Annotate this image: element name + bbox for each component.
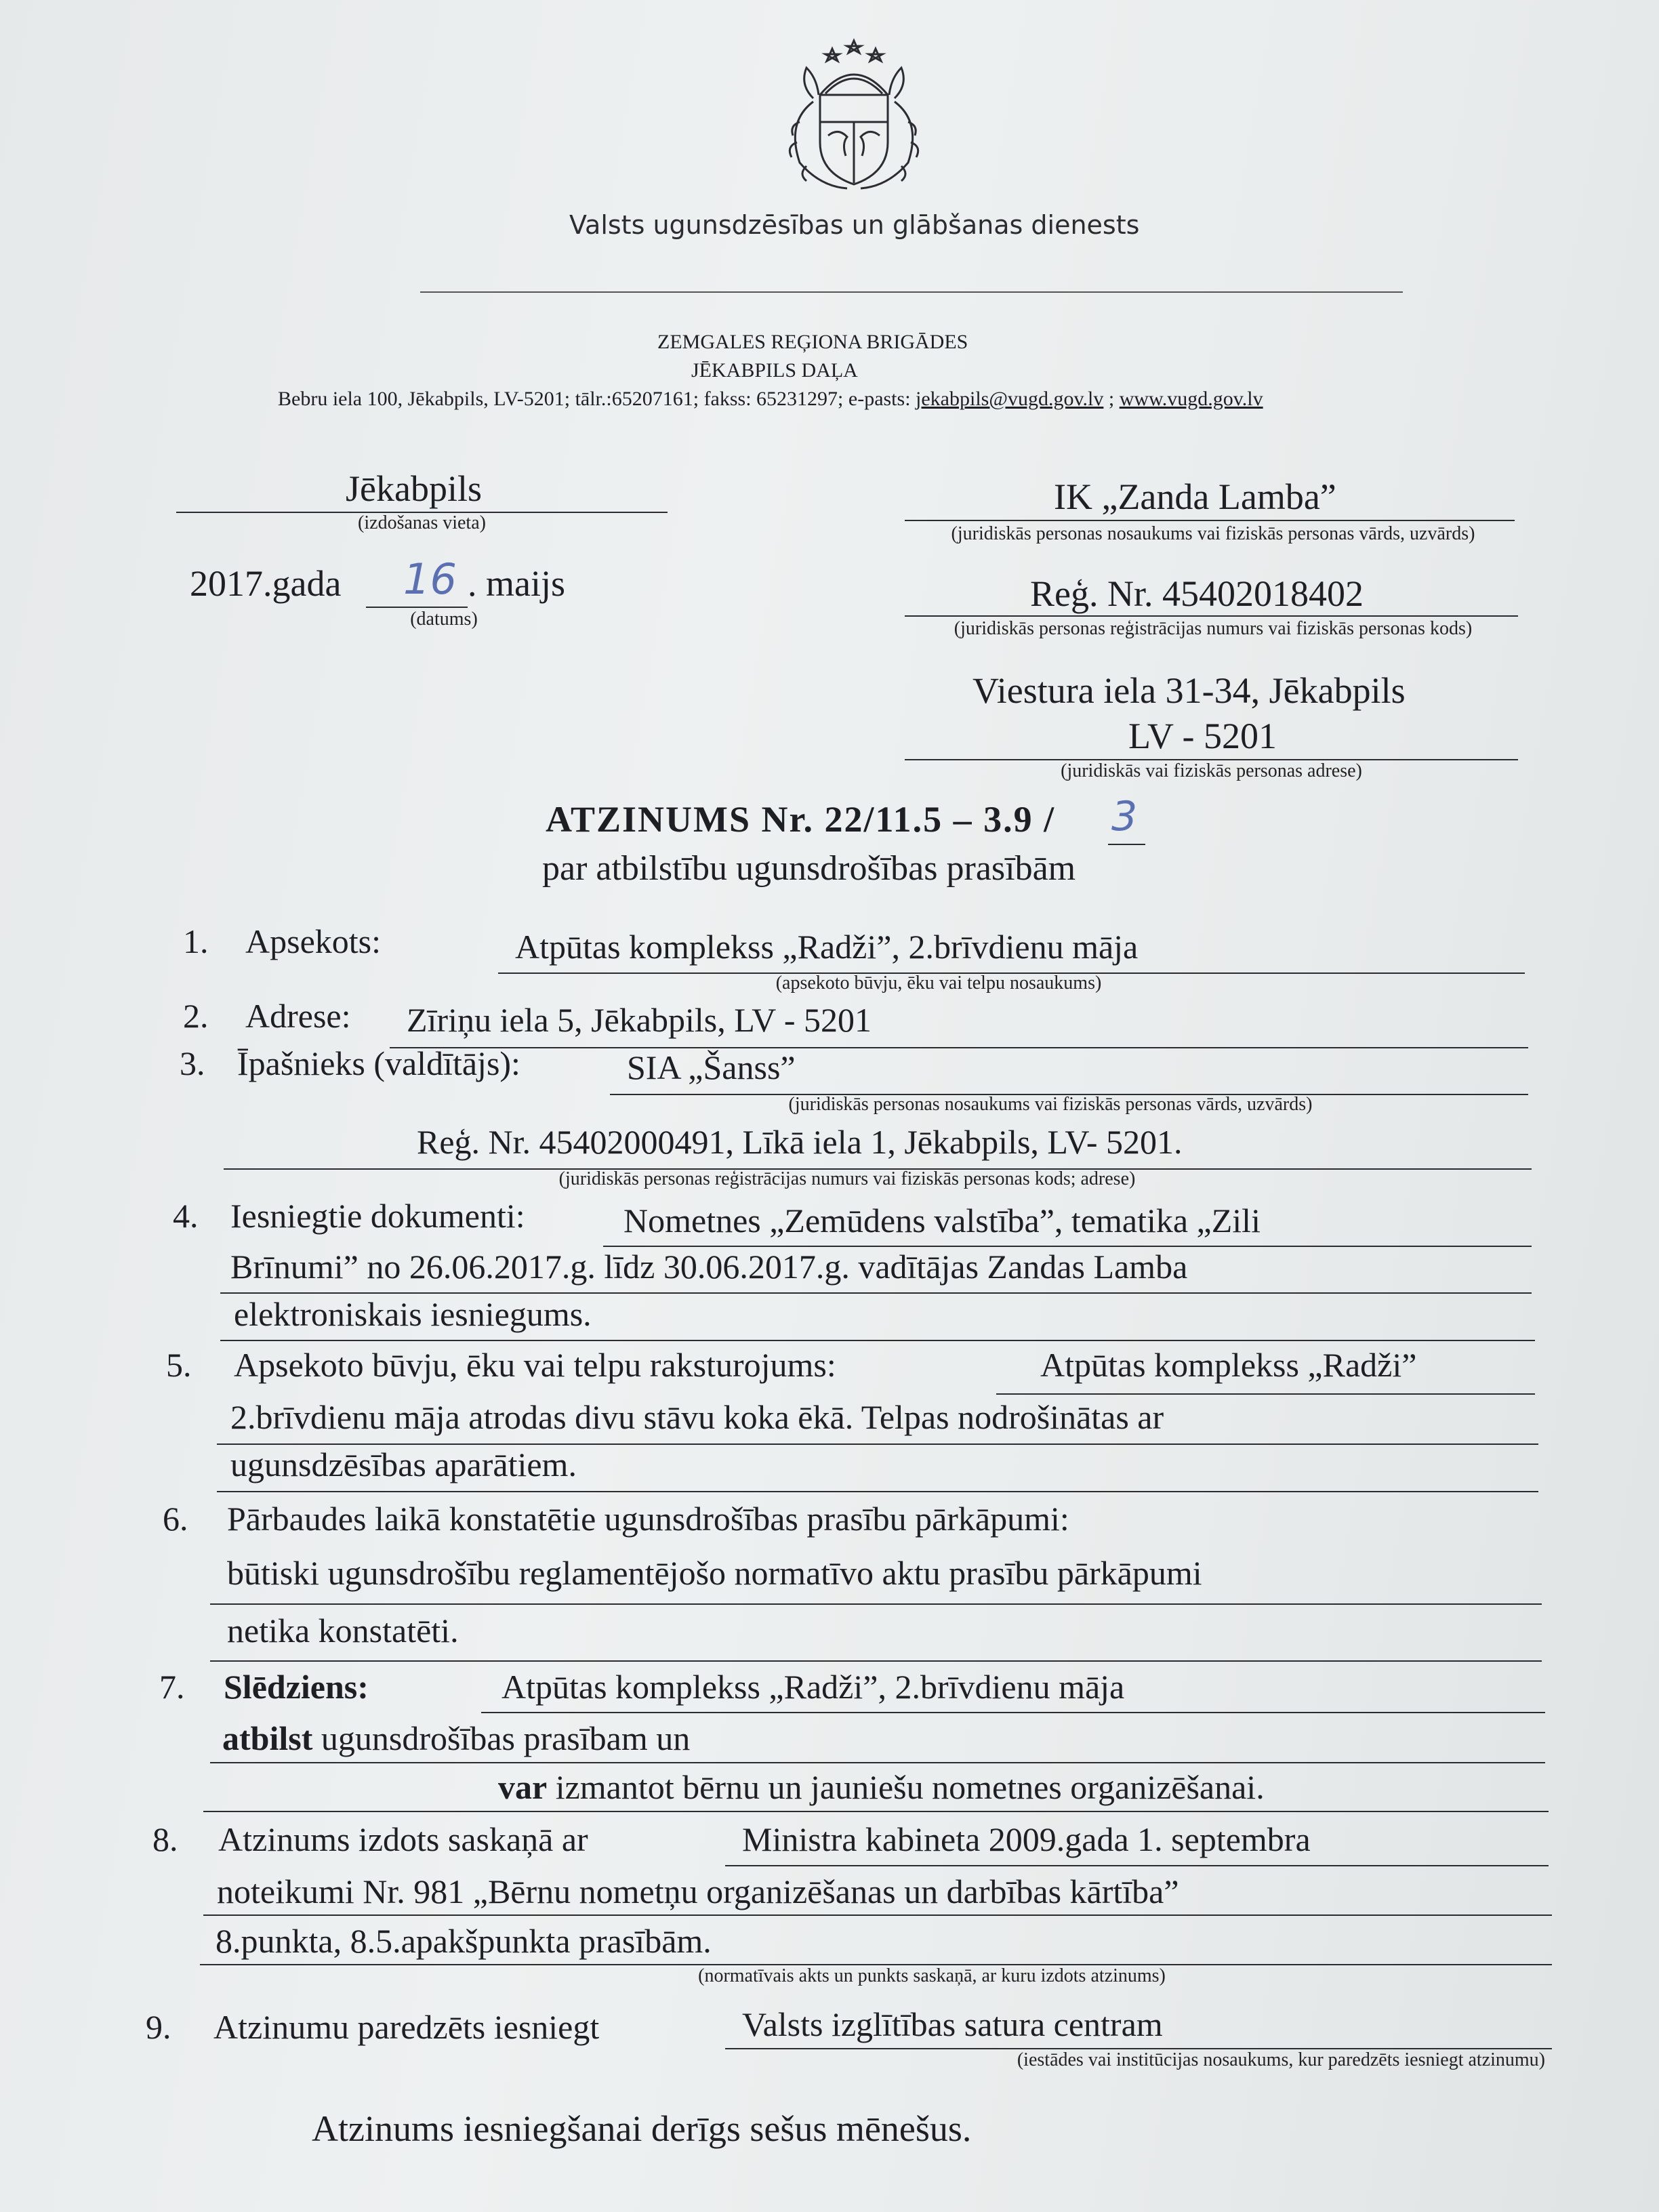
item-9-number: 9. [146, 2008, 171, 2046]
item-4-value-line1: Nometnes „Zemūdens valstība”, tematika „Zili [623, 1202, 1261, 1240]
item-3-number: 3. [180, 1044, 205, 1082]
item-7-value-line2 [222, 1719, 690, 1758]
recipient-reg: Reģ. Nr. 45402018402 [1030, 573, 1364, 614]
item-3-label: Īpašnieks (valdītājs): [237, 1044, 520, 1082]
contacts-text: Bebru iela 100, Jēkabpils, LV-5201; tālr.:65207161; fakss: 65231297; e-pasts: [278, 388, 916, 410]
item-3-registration-caption: (juridiskās personas reģistrācijas numurs vai fiziskās personas kods; adrese) [558, 1168, 1136, 1189]
document-title: ATZINUMS Nr. 22/11.5 – 3.9 / [546, 799, 1056, 840]
item-3-value: SIA „Šanss” [627, 1048, 796, 1086]
item-8-label: Atzinums izdots saskaņā ar [218, 1820, 588, 1858]
recipient-address-line2: LV - 5201 [1128, 716, 1277, 756]
recipient-reg-caption: (juridiskās personas reģistrācijas numurs vai fiziskās personas kods) [954, 618, 1473, 639]
item-6-label: Pārbaudes laikā konstatētie ugunsdrošības prasību pārkāpumi: [227, 1500, 1069, 1538]
item-1-label: Apsekots: [245, 922, 381, 960]
item-7-number: 7. [159, 1668, 185, 1706]
item-3-registration: Reģ. Nr. 45402000491, Līkā iela 1, Jēkabpils, LV- 5201. [417, 1123, 1183, 1161]
contacts-line [278, 388, 1263, 411]
item-9-value: Valsts izglītības satura centram [742, 2005, 1163, 2043]
validity-statement: Atzinums iesniegšanai derīgs sešus mēnešus. [312, 2108, 972, 2149]
recipient-name: IK „Zanda Lamba” [1054, 476, 1336, 517]
document-number-handwritten: 3 [1111, 793, 1138, 840]
item-1-value: Atpūtas komplekss „Radži”, 2.brīvdienu māja [515, 928, 1139, 966]
email-link[interactable]: jekabpils@vugd.gov.lv [916, 388, 1104, 410]
brigade-name: ZEMGALES REĢIONA BRIGĀDES [657, 331, 968, 353]
issue-place-caption: (izdošanas vieta) [358, 512, 486, 533]
item-8-line1 [725, 1865, 1549, 1866]
item-5-line1 [996, 1393, 1535, 1395]
item-6-line1 [210, 1603, 1542, 1605]
item-7-line2 [210, 1762, 1545, 1763]
agency-name: Valsts ugunsdzēsības un glābšanas dienests [569, 210, 1140, 240]
item-7-label: Slēdziens: [224, 1668, 369, 1706]
item-1-number: 1. [183, 922, 209, 960]
item-9-label: Atzinumu paredzēts iesniegt [213, 2008, 600, 2046]
item-7-bold-var: var [498, 1768, 548, 1806]
item-5-number: 5. [166, 1346, 192, 1384]
recipient-address-caption: (juridiskās vai fiziskās personas adrese) [1061, 760, 1362, 781]
item-2-value: Zīriņu iela 5, Jēkabpils, LV - 5201 [407, 1001, 872, 1039]
item-4-value-line2: Brīnumi” no 26.06.2017.g. līdz 30.06.2017.g. vadītājas Zandas Lamba [230, 1248, 1188, 1286]
item-2-number: 2. [183, 997, 209, 1035]
item-5-label: Apsekoto būvju, ēku vai telpu raksturojums: [234, 1346, 836, 1384]
item-2-label: Adrese: [245, 997, 351, 1035]
item-4-value-line3: elektroniskais iesniegums. [234, 1295, 592, 1333]
document-subtitle: par atbilstību ugunsdrošības prasībām [542, 849, 1076, 888]
item-8-value-line2: noteikumi Nr. 981 „Bērnu nometņu organizēšanas un darbības kārtība” [217, 1872, 1179, 1910]
item-5-value-line1: Atpūtas komplekss „Radži” [1040, 1346, 1417, 1384]
item-6-number: 6. [163, 1500, 188, 1538]
item-2-line [390, 1047, 1528, 1048]
item-8-value-line1: Ministra kabineta 2009.gada 1. septembra [742, 1820, 1311, 1858]
contacts-separator: ; [1103, 388, 1120, 410]
date-caption: (datums) [410, 609, 478, 630]
item-9-caption: (iestādes vai institūcijas nosaukums, kur paredzēts iesniegt atzinumu) [1017, 2049, 1545, 2070]
item-4-label: Iesniegtie dokumenti: [230, 1197, 525, 1235]
item-7-value-line3 [498, 1767, 1265, 1807]
item-8-value-line3: 8.punkta, 8.5.apakšpunkta prasībām. [216, 1922, 712, 1960]
item-8-caption: (normatīvais akts un punkts saskaņā, ar kuru izdots atzinums) [698, 1965, 1166, 1986]
item-7-bold-atbilst: atbilst [222, 1719, 313, 1757]
item-3-caption: (juridiskās personas nosaukums vai fiziskās personas vārds, uzvārds) [788, 1094, 1313, 1115]
item-7-line3 [203, 1811, 1549, 1812]
document-number-line [1108, 844, 1145, 845]
item-4-line3 [220, 1340, 1535, 1341]
date-prefix: 2017.gada [190, 563, 342, 604]
item-7-value-line1: Atpūtas komplekss „Radži”, 2.brīvdienu māja [501, 1668, 1125, 1706]
item-8-line2 [203, 1914, 1552, 1916]
item-4-number: 4. [173, 1197, 199, 1235]
date-suffix: . maijs [468, 563, 565, 604]
item-5-value-line3: ugunsdzēsības aparātiem. [230, 1446, 577, 1483]
item-8-number: 8. [152, 1820, 178, 1858]
item-1-caption: (apsekoto būvju, ēku vai telpu nosaukums) [775, 972, 1102, 994]
item-5-value-line2: 2.brīvdienu māja atrodas divu stāvu koka ēkā. Telpas nodrošinātas ar [230, 1398, 1164, 1436]
header-divider [420, 291, 1403, 293]
recipient-address-line1: Viestura iela 31-34, Jēkabpils [972, 670, 1406, 711]
item-6-line2 [210, 1660, 1542, 1662]
recipient-name-caption: (juridiskās personas nosaukums vai fiziskās personas vārds, uzvārds) [951, 523, 1475, 544]
item-6-value-line2: netika konstatēti. [227, 1612, 459, 1650]
item-6-value-line1: būtiski ugunsdrošību reglamentējošo normatīvo aktu prasību pārkāpumi [227, 1554, 1202, 1592]
item-7-line1 [481, 1712, 1545, 1713]
unit-name: JĒKABPILS DAĻA [691, 359, 858, 382]
item-7-text3: izmantot bērnu un jauniešu nometnes organizēšanai. [547, 1768, 1265, 1806]
website-link[interactable]: www.vugd.gov.lv [1119, 388, 1263, 410]
date-day-handwritten: 16 [403, 554, 457, 604]
item-4-line2 [220, 1292, 1532, 1294]
issue-place: Jēkabpils [346, 468, 482, 509]
item-7-text2: ugunsdrošības prasībam un [312, 1719, 691, 1757]
item-5-line3 [217, 1491, 1538, 1492]
coat-of-arms-emblem [773, 34, 935, 197]
date-day-line [366, 607, 468, 608]
